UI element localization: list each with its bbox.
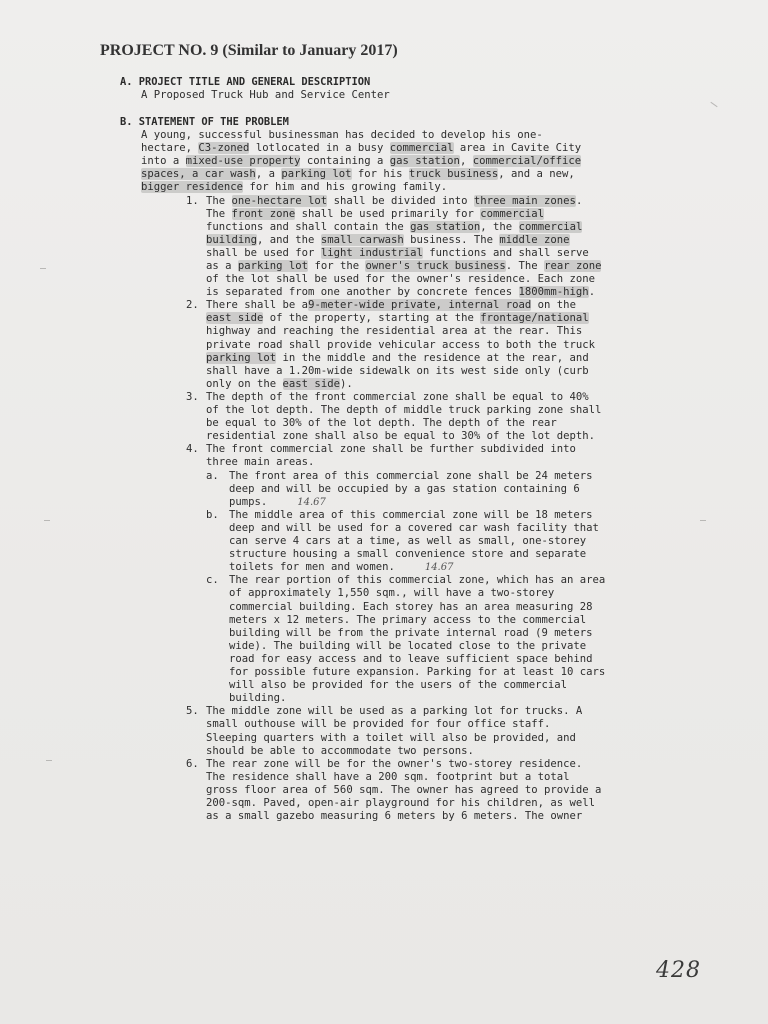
item-line: There shall be a9-meter-wide private, internal road on the [206, 299, 576, 312]
item-line: gross floor area of 560 sqm. The owner has agreed to provide a [206, 783, 602, 796]
item-line: building will be from the private internal road (9 meters [229, 626, 593, 639]
item-line: be equal to 30% of the lot depth. The depth of the rear [206, 417, 557, 430]
item-line: of the lot shall be used for the owner's residence. Each zone [206, 273, 596, 286]
item-line: pumps. 14.67 [229, 495, 326, 508]
item-line: shall have a 1.20m-wide sidewalk on its west side only (curb [206, 364, 589, 377]
scan-speck [40, 268, 46, 269]
item-line: The middle area of this commercial zone will be 18 meters [229, 508, 593, 521]
intro-line: into a mixed-use property containing a gas station, commercial/office [141, 155, 582, 168]
scan-speck [700, 520, 706, 521]
item-line: functions and shall contain the gas station, the commercial [206, 220, 583, 233]
section-b-intro [141, 129, 581, 194]
item-line: wide). The building will be located close to the private [229, 639, 587, 652]
item-line: The residence shall have a 200 sqm. footprint but a total [206, 770, 570, 783]
item-line: deep and will be used for a covered car wash facility that [229, 521, 599, 534]
handwritten-annotation: 14.67 [424, 562, 454, 574]
handwritten-annotation: 14.67 [297, 496, 326, 508]
item-line: should be able to accommodate two persons. [206, 744, 474, 757]
item-line: private road shall provide vehicular access to both the truck [206, 338, 596, 351]
intro-line: bigger residence for him and his growing family. [141, 181, 448, 194]
item-line: residential zone shall also be equal to 30% of the lot depth. [206, 430, 596, 443]
item-line: 200-sqm. Paved, open-air playground for his children, as well [206, 797, 596, 810]
project-title: PROJECT NO. 9 (Similar to January 2017) [100, 42, 398, 59]
item-line: Sleeping quarters with a toilet will also be provided, and [206, 731, 576, 744]
item-line: road for easy access and to leave sufficient space behind [229, 652, 593, 665]
item-number: 5. [186, 705, 199, 718]
numbered-item [186, 194, 602, 300]
sub-item [206, 469, 593, 509]
item-line: small outhouse will be provided for four office staff. [206, 718, 551, 731]
numbered-item [186, 299, 596, 391]
item-line: is separated from one another by concrete fences 1800mm-high. [206, 286, 596, 299]
numbered-item [186, 705, 583, 757]
item-number: 1. [186, 194, 199, 207]
item-line: will also be provided for the users of the commercial [229, 679, 568, 692]
sub-item [206, 574, 606, 705]
item-line: The front commercial zone shall be further subdivided into [206, 443, 576, 456]
item-number: b. [206, 508, 219, 521]
item-line: The one-hectare lot shall be divided into three main zones. [206, 194, 583, 207]
intro-line: A young, successful businessman has decided to develop his one- [141, 129, 543, 141]
item-line: meters x 12 meters. The primary access to the commercial [229, 613, 587, 626]
item-line: shall be used for light industrial functions and shall serve [206, 246, 589, 259]
numbered-item [186, 391, 602, 443]
item-line: commercial building. Each storey has an area measuring 28 [229, 600, 593, 613]
item-line: as a small gazebo measuring 6 meters by 6 meters. The owner [206, 810, 583, 823]
item-line: three main areas. [206, 456, 315, 469]
item-line: The front area of this commercial zone shall be 24 meters [229, 469, 593, 482]
item-number: 6. [186, 757, 199, 770]
item-line: of approximately 1,550 sqm., will have a two-storey [229, 587, 555, 600]
section-b-heading: B. STATEMENT OF THE PROBLEM [120, 116, 289, 128]
item-line: of the lot depth. The depth of middle truck parking zone shall [206, 404, 602, 417]
item-line: The middle zone will be used as a parking lot for trucks. A [206, 705, 583, 718]
item-line: for possible future expansion. Parking for at least 10 cars [229, 666, 606, 679]
page-number: 428 [656, 958, 701, 983]
scan-speck [46, 760, 52, 761]
numbered-item [186, 757, 602, 823]
item-line: building, and the small carwash business. The middle zone [206, 233, 570, 246]
item-number: 3. [186, 391, 199, 403]
item-line: The depth of the front commercial zone shall be equal to 40% [206, 391, 589, 403]
scan-speck [710, 102, 717, 107]
item-line: The rear zone will be for the owner's two-storey residence. [206, 757, 583, 770]
item-line: building. [229, 692, 287, 705]
item-number: 4. [186, 443, 199, 456]
numbered-item [186, 443, 576, 469]
item-line: as a parking lot for the owner's truck business. The rear zone [206, 259, 602, 272]
item-line: only on the east side). [206, 377, 353, 390]
item-line: The front zone shall be used primarily for commercial [206, 207, 545, 220]
item-line: east side of the property, starting at the frontage/national [206, 312, 589, 325]
item-number: c. [206, 574, 219, 587]
item-line: can serve 4 cars at a time, as well as small, one-storey [229, 535, 587, 548]
item-line: toilets for men and women. 14.67 [229, 561, 454, 574]
section-a-text: A Proposed Truck Hub and Service Center [141, 89, 390, 101]
section-a-heading: A. PROJECT TITLE AND GENERAL DESCRIPTION [120, 76, 371, 88]
item-number: a. [206, 469, 219, 482]
item-line: structure housing a small convenience store and separate [229, 548, 587, 561]
item-line: deep and will be occupied by a gas station containing 6 [229, 482, 580, 495]
intro-line: hectare, C3-zoned lotlocated in a busy commercial area in Cavite City [141, 142, 582, 155]
item-line: The rear portion of this commercial zone, which has an area [229, 574, 606, 587]
item-line: parking lot in the middle and the residence at the rear, and [206, 351, 589, 364]
intro-line: spaces, a car wash, a parking lot for his truck business, and a new, [141, 168, 575, 181]
item-line: highway and reaching the residential area at the rear. This [206, 325, 583, 338]
scan-speck [44, 520, 50, 521]
item-number: 2. [186, 299, 199, 312]
sub-item [206, 508, 599, 574]
